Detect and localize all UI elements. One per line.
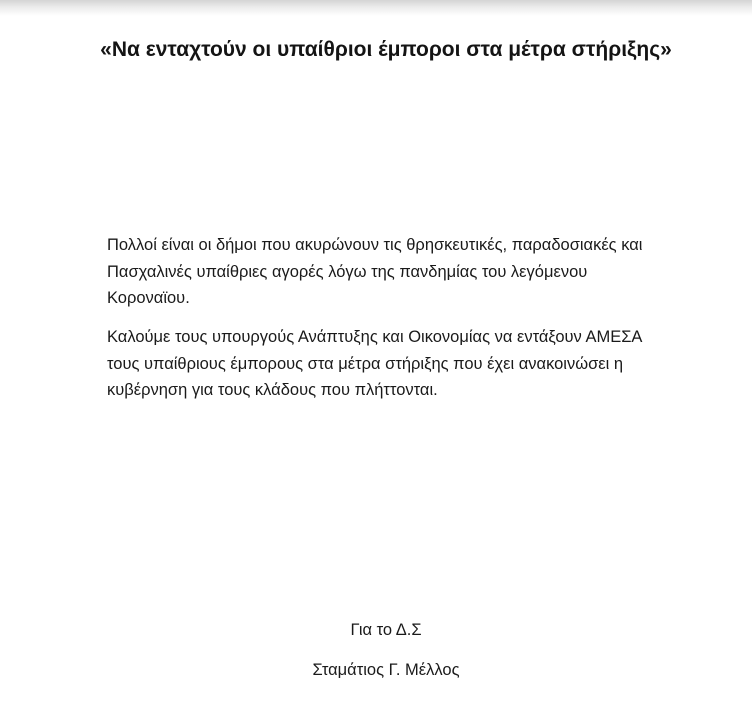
paragraph-2: Καλούμε τους υπουργούς Ανάπτυξης και Οικονομίας να εντάξουν ΑΜΕΣΑ τους υπαίθριους έμπορους στα μέτρα στήριξης που έχει ανακοινώσει η κυβέρνηση για τους κλάδους που πλήττονται. — [107, 328, 642, 399]
paragraph-1: Πολλοί είναι οι δήμοι που ακυρώνουν τις θρησκευτικές, παραδοσιακές και Πασχαλινές υπαίθριες αγορές λόγω της πανδημίας του λεγόμενου Κοροναϊου. — [107, 236, 643, 307]
signoff-signatory: Σταμάτιος Γ. Μέλλος — [312, 661, 460, 679]
signoff-line-1: Για το Δ.Σ — [350, 621, 422, 639]
document-title: «Να ενταχτούν οι υπαίθριοι έμποροι στα μέτρα στήριξης» — [100, 38, 672, 61]
